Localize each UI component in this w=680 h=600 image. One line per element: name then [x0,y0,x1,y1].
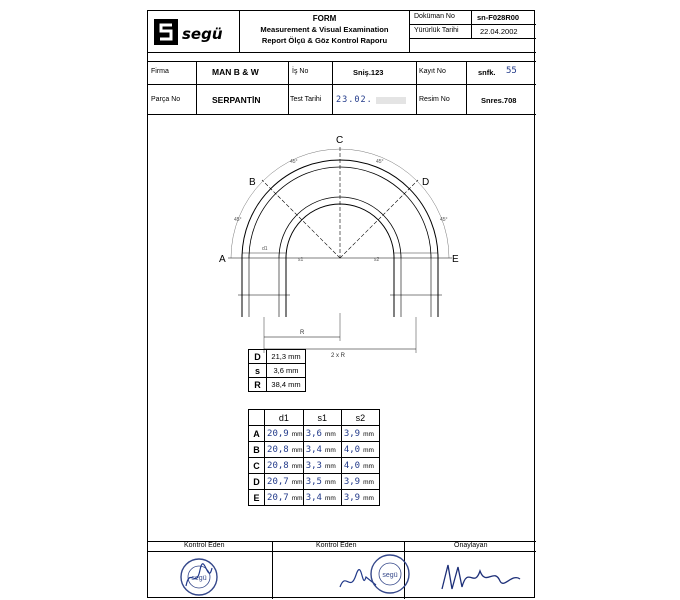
measurement-cell-s2 [341,458,379,474]
kayit-label: Kayıt No [419,68,446,75]
nominal-dimensions-table [248,349,306,392]
measurement-cell-s1 [303,474,341,490]
measurement-cell-d1 [265,426,304,442]
line-center-b [262,180,340,258]
effective-date-value: 22.04.2002 [480,27,518,36]
logo-cell [148,11,240,53]
measurement-point: C [249,458,265,474]
dimension-row [249,350,306,364]
measurement-point: A [249,426,265,442]
dimension-param: s [249,364,267,378]
measurements-table [248,409,380,506]
measurement-value: 20,8 [267,461,289,471]
point-label-d: D [422,177,430,188]
line-center-d [340,180,418,258]
header-blank-cell [410,39,536,53]
measurement-value: 3,6 [305,429,322,439]
measurement-cell-s2 [341,426,379,442]
footer-hline [148,551,536,552]
dimension-value: 38,4 mm [267,378,306,392]
measurement-row [249,458,380,474]
point-label-a: A [219,254,226,265]
measurement-unit: mm [291,431,303,438]
dimension-value: 21,3 mm [267,350,306,364]
measurement-unit: mm [324,447,336,454]
inspection-form [147,10,535,598]
resim-value: Snres.708 [481,96,517,105]
title-line-1: Measurement & Visual Examination [260,25,389,34]
dimension-param: R [249,378,267,392]
kontrol-eden-1-label: Kontrol Eden [184,542,225,549]
measurement-unit: mm [324,431,336,438]
isno-value: Sniş.123 [353,68,384,77]
firma-value: MAN B & W [212,67,259,77]
info-vline-4 [416,61,417,115]
measurement-value: 3,3 [305,461,322,471]
measurement-value: 4,0 [343,445,361,455]
measurement-value: 3,5 [305,477,322,487]
measurements-column-header: s1 [303,410,341,426]
kayit-value: snfk. [478,68,496,77]
angle-label-4: 45° [440,217,448,223]
quality-stamp-2 [368,551,412,597]
info-vline-3 [332,61,333,115]
measurement-unit: mm [324,479,336,486]
segu-logo-icon [154,19,178,45]
measurement-value: 20,7 [267,477,289,487]
doc-no-label: Doküman No [414,13,455,20]
title-cell [240,11,410,53]
test-date-label: Test Tarihi [290,96,322,103]
point-label-b: B [249,177,256,188]
footer-vline-1 [272,541,273,599]
logo-text: segü [182,25,223,43]
doc-no-value: sn-F028R00 [477,13,520,22]
measurement-value: 20,8 [267,445,289,455]
parca-label: Parça No [151,96,181,103]
kontrol-eden-2-label: Kontrol Eden [316,542,357,549]
measurement-value: 4,0 [343,461,361,471]
angle-label-2: 45° [376,159,384,165]
measurement-value: 20,9 [267,429,289,439]
measurement-cell-d1 [265,442,304,458]
angle-label-3: 45° [234,217,242,223]
measurement-cell-s2 [341,474,379,490]
dimension-value: 3,6 mm [267,364,306,378]
quality-stamp-1 [178,556,220,598]
measurements-column-header [249,410,265,426]
measurement-cell-s2 [341,442,379,458]
measurement-cell-d1 [265,474,304,490]
svg-text:segü: segü [382,572,398,579]
measurement-unit: mm [363,495,374,502]
resim-label: Resim No [419,96,450,103]
info-vline-5 [466,61,467,115]
measurement-row [249,442,380,458]
dimension-row [249,378,306,392]
measurement-unit: mm [291,479,303,486]
measurement-unit: mm [363,463,374,470]
dim-2r-label: 2 x R [331,353,346,359]
measurement-row [249,426,380,442]
measurement-row [249,474,380,490]
measurement-unit: mm [291,495,303,502]
measurement-value: 20,7 [267,493,289,503]
measurement-unit: mm [291,447,303,454]
small-label-d1: d1 [262,246,268,252]
measurement-cell-s1 [303,442,341,458]
svg-text:segü: segü [191,575,207,582]
dim-r-label: R [300,330,305,336]
title-line-2: Report Ölçü & Göz Kontrol Raporu [261,36,388,45]
parca-value: SERPANTİN [212,95,261,105]
measurement-point: B [249,442,265,458]
kayit-handwritten: 55 [506,66,517,76]
measurement-cell-s2 [341,490,379,506]
info-vline-1 [196,61,197,115]
form-label: FORM [312,14,337,23]
signature-onaylayan [438,559,522,597]
point-label-e: E [452,254,459,265]
measurement-unit: mm [363,479,374,486]
doc-no-label-cell [410,11,472,25]
measurement-unit: mm [324,495,336,502]
angle-label-1: 45° [290,159,298,165]
point-label-c: C [336,135,344,146]
test-date-redaction [376,97,406,104]
measurement-value: 3,4 [305,493,322,503]
measurement-value: 3,9 [343,429,361,439]
effective-value-cell [472,25,536,39]
measurements-column-header: d1 [265,410,304,426]
measurement-cell-d1 [265,458,304,474]
measurement-unit: mm [363,431,374,438]
measurement-cell-s1 [303,458,341,474]
measurement-unit: mm [324,463,336,470]
dimension-param: D [249,350,267,364]
measurement-value: 3,4 [305,445,322,455]
measurement-value: 3,9 [343,493,361,503]
measurement-unit: mm [363,447,374,454]
measurement-cell-s1 [303,490,341,506]
doc-no-value-cell [472,11,536,25]
measurements-column-header: s2 [341,410,379,426]
test-date-value: 23.02. [336,95,373,105]
measurement-value: 3,9 [343,477,361,487]
effective-label-cell [410,25,472,39]
effective-date-label: Yürürlük Tarihi [414,27,459,34]
measurement-point: D [249,474,265,490]
measurement-point: E [249,490,265,506]
dimension-row [249,364,306,378]
measurement-unit: mm [291,463,303,470]
measurement-cell-d1 [265,490,304,506]
firma-label: Firma [151,68,169,75]
info-vline-2 [288,61,289,115]
small-label-s1: s1 [298,257,304,263]
isno-label: İş No [292,68,309,75]
measurements-header-row [249,410,380,426]
measurement-cell-s1 [303,426,341,442]
measurement-row [249,490,380,506]
onaylayan-label: Onaylayan [454,542,488,549]
small-label-s2: s2 [374,257,380,263]
